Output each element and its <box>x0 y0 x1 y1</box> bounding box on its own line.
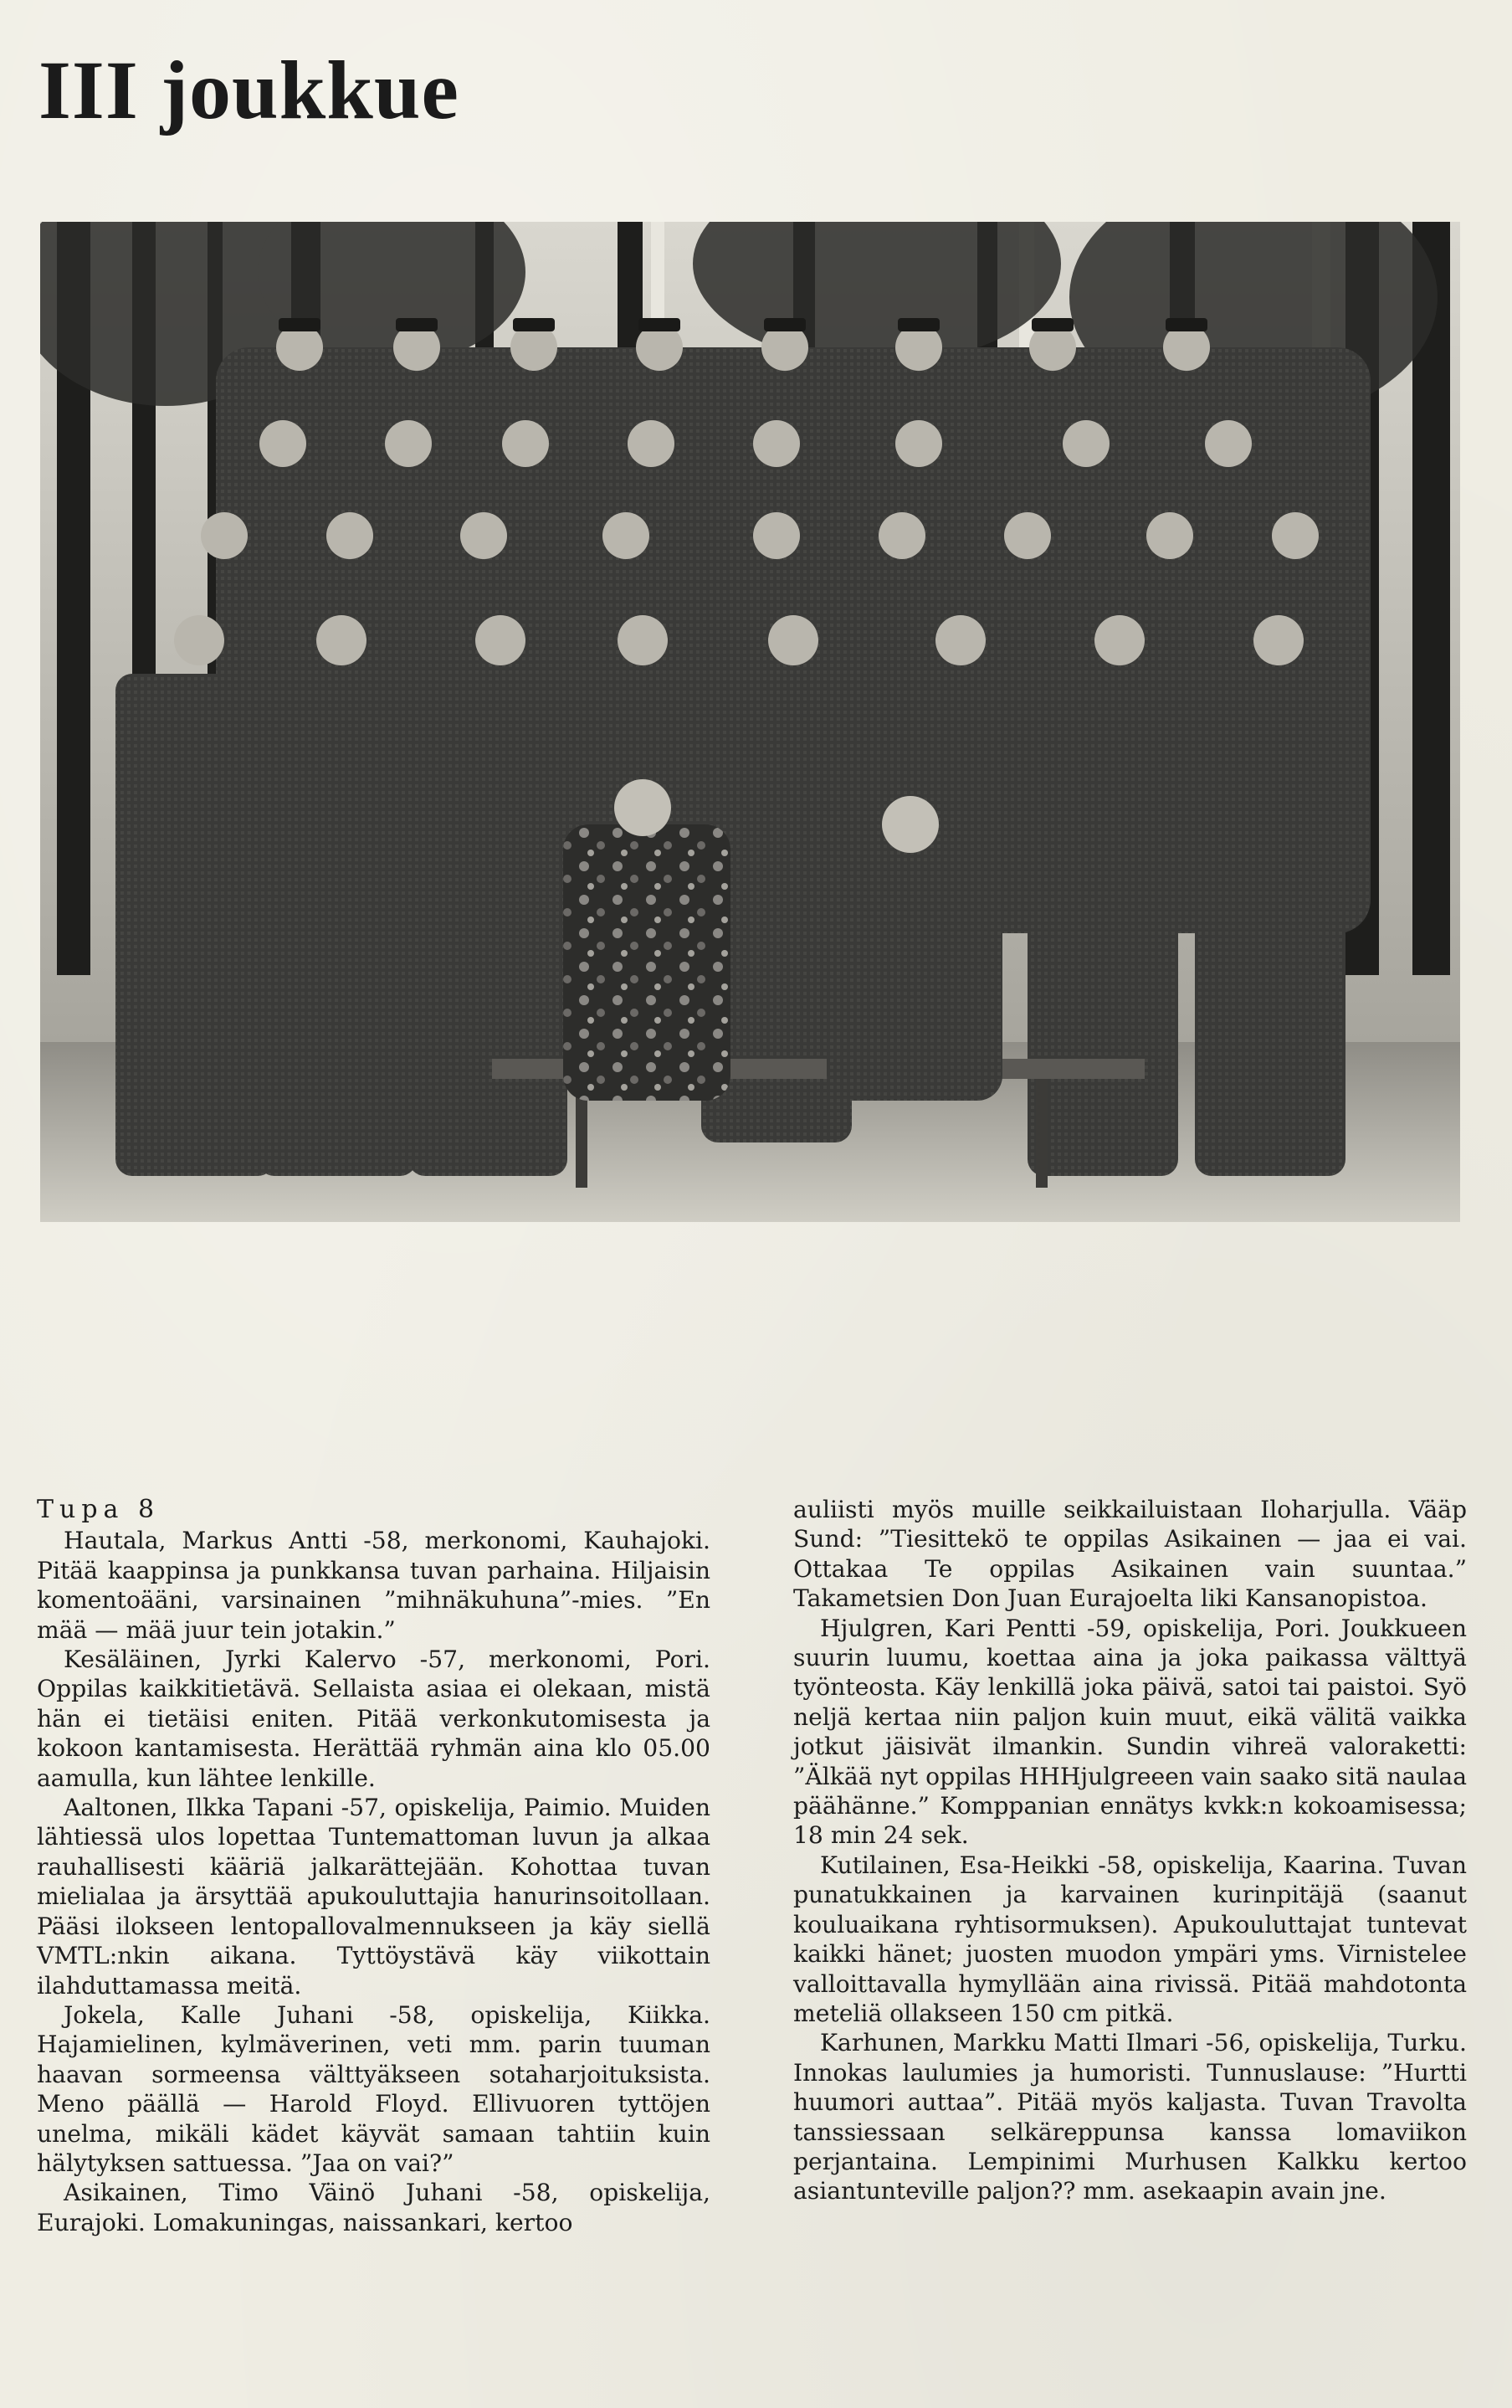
bio-paragraph: Aaltonen, Ilkka Tapani -57, opiskelija, Paimio. Muiden lähtiessä ulos lopettaa Tuntemattoman luvun ja alkaa rauhallisesti kääriä jalkarättejään. Kohottaa tuvan mielialaa ja ärsyttää apukouluttajia hanurinsoitollaan. Pääsi ilokseen lentopallovalmennukseen ja käy siellä VMTL:nkin aikana. Tyttöystävä käy viikottain ilahduttamassa meitä. <box>37 1794 710 2000</box>
bio-paragraph-continued: auliisti myös muille seikkailuistaan Iloharjulla. Vääp Sund: ”Tiesittekö te oppilas Asikainen — jaa ei vai. Ottakaa Te oppilas Asikainen vain suuntaa.” Takametsien Don Juan Eurajoelta liki Kansanopistoa. <box>793 1496 1467 1613</box>
bio-paragraph: Kesäläinen, Jyrki Kalervo -57, merkonomi, Pori. Oppilas kaikkitietävä. Sellaista asiaa ei olekaan, mistä hän ei tietäisi eniten. Pitää verkonkutomisesta ja kokoon kantamisesta. Herättää ryhmän aina klo 05.00 aamulla, kun lähtee lenkille. <box>37 1646 710 1792</box>
bio-paragraph: Hautala, Markus Antti -58, merkonomi, Kauhajoki. Pitää kaappinsa ja punkkansa tuvan parhaina. Hiljaisin komentoääni, varsinainen ”mihnäkuhuna”-mies. ”En mää — mää juur tein jotakin.” <box>37 1527 710 1644</box>
article-column-right <box>793 1495 1467 2206</box>
page-title: III joukkue <box>38 44 459 136</box>
group-photo-icon <box>40 222 1460 1222</box>
bio-paragraph: Hjulgren, Kari Pentti -59, opiskelija, Pori. Joukkueen suurin luumu, koettaa aina ja joka paikassa välttyä työnteosta. Käy lenkillä joka päivä, satoi tai paistoi. Syö neljä kertaa niin paljon kuin muut, eikä välitä vaikka jotkut jäisivät ilmankin. Sundin vihreä valoraketti: ”Älkää nyt oppilas HHHjulgreeen vain saako sitä naulaa päähänne.” Komppanian ennätys kvkk:n kokoamisessa; 18 min 24 sek. <box>793 1614 1467 1850</box>
bio-paragraph: Kutilainen, Esa-Heikki -58, opiskelija, Kaarina. Tuvan punatukkainen ja karvainen kurinpitäjä (saanut kouluaikana ryhtisormuksen). Apukouluttajat tuntevat kaikki hänet; juosten muodon ympäri yms. Virnistelee valloittavalla hymyllään aina rivissä. Pitää mahdotonta meteliä ollakseen 150 cm pitkä. <box>793 1851 1467 2027</box>
article-column-left <box>37 1495 710 2237</box>
bio-paragraph: Jokela, Kalle Juhani -58, opiskelija, Kiikka. Hajamielinen, kylmäverinen, veti mm. parin tuuman haavan sormeensa välttyäkseen sotaharjoituksista. Meno päällä — Harold Floyd. Ellivuoren tyttöjen unelma, mikäli kädet käyvät samaan tahtiin kuin hälytyksen sattuessa. ”Jaa on vai?” <box>37 2000 710 2177</box>
section-heading: Tupa 8 <box>37 1495 161 1524</box>
group-photo <box>40 222 1460 1222</box>
bio-paragraph: Karhunen, Markku Matti Ilmari -56, opiskelija, Turku. Innokas laulumies ja humoristi. Tunnuslause: ”Hurtti huumori auttaa”. Pitää myös kaljasta. Tuvan Travolta tanssiessaan selkäreppunsa kanssa lomaviikon perjantaina. Lempinimi Murhusen Kalkku kertoo asiantunteville paljon?? mm. asekaapin avain jne. <box>793 2029 1467 2205</box>
bio-paragraph: Asikainen, Timo Väinö Juhani -58, opiskelija, Eurajoki. Lomakuningas, naissankari, kertoo <box>37 2179 710 2236</box>
